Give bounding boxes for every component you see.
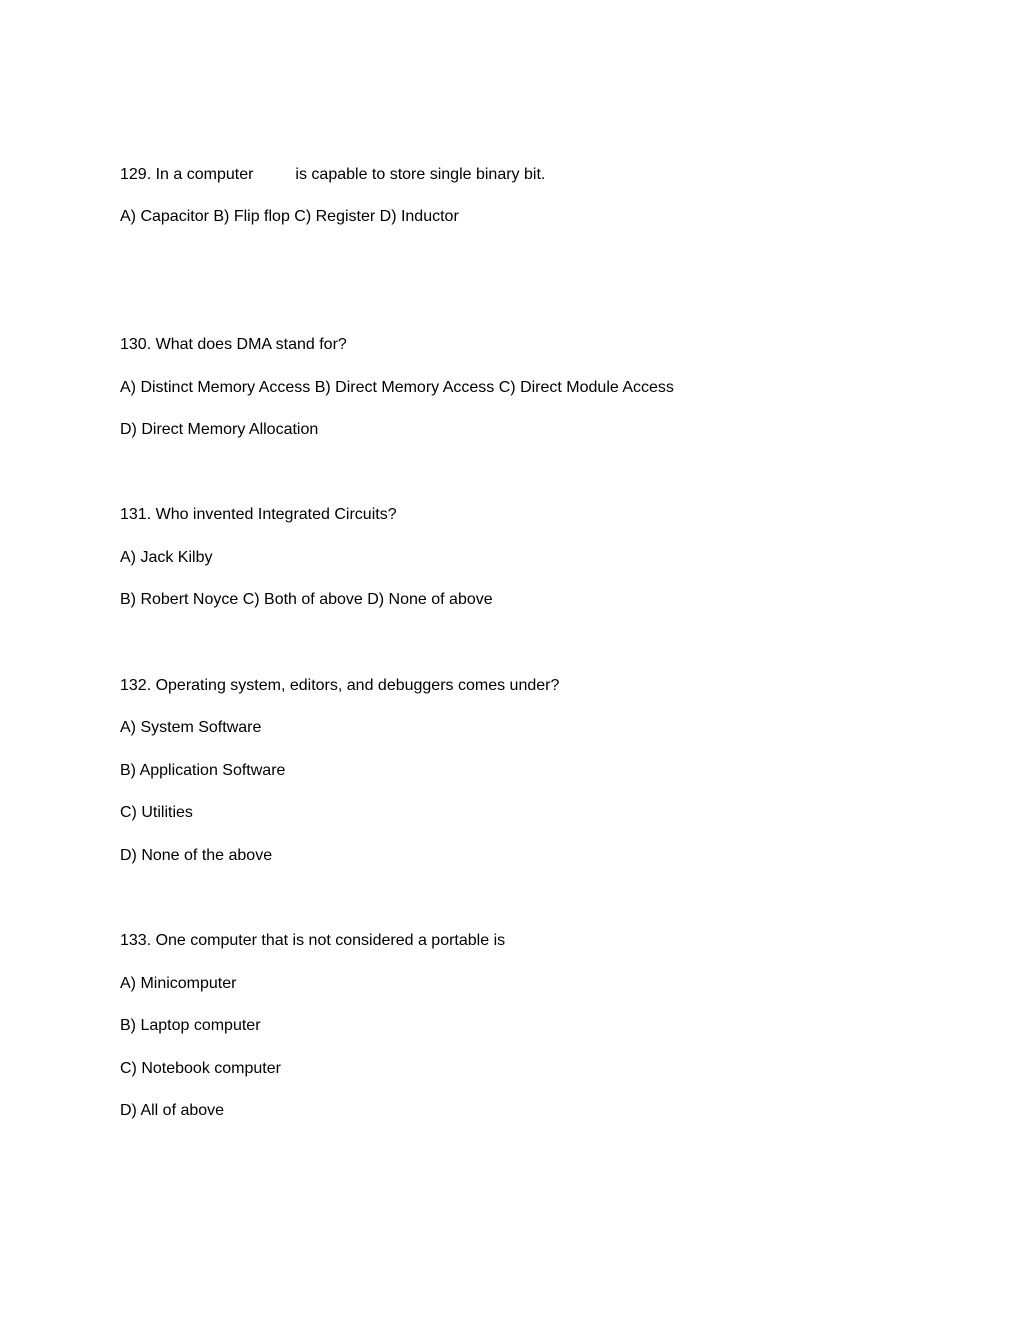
- question-131-option-line-2: B) Robert Noyce C) Both of above D) None of above: [120, 591, 493, 608]
- question-131-prompt: 131. Who invented Integrated Circuits?: [120, 506, 397, 523]
- question-132-option-b: B) Application Software: [120, 762, 286, 779]
- question-133-prompt: 133. One computer that is not considered a portable is: [120, 932, 506, 949]
- question-132-option-c: C) Utilities: [120, 804, 193, 821]
- question-129-prompt: [120, 165, 545, 185]
- question-129-options: A) Capacitor B) Flip flop C) Register D) Inductor: [120, 208, 459, 225]
- question-130-option-line-2: D) Direct Memory Allocation: [120, 421, 319, 438]
- question-130-option-line-1: A) Distinct Memory Access B) Direct Memory Access C) Direct Module Access: [120, 379, 674, 396]
- question-133-option-d: D) All of above: [120, 1102, 225, 1119]
- question-129-prompt-end: is capable to store single binary bit.: [295, 166, 546, 183]
- question-132-option-d: D) None of the above: [120, 847, 273, 864]
- question-133-option-c: C) Notebook computer: [120, 1060, 281, 1077]
- question-131-option-line-1: A) Jack Kilby: [120, 549, 213, 566]
- question-130-prompt: 130. What does DMA stand for?: [120, 336, 347, 353]
- question-132-option-a: A) System Software: [120, 719, 262, 736]
- question-133-option-b: B) Laptop computer: [120, 1017, 261, 1034]
- question-129-prompt-start: 129. In a computer: [120, 166, 254, 183]
- question-132-prompt: 132. Operating system, editors, and debuggers comes under?: [120, 677, 560, 694]
- question-133-option-a: A) Minicomputer: [120, 975, 237, 992]
